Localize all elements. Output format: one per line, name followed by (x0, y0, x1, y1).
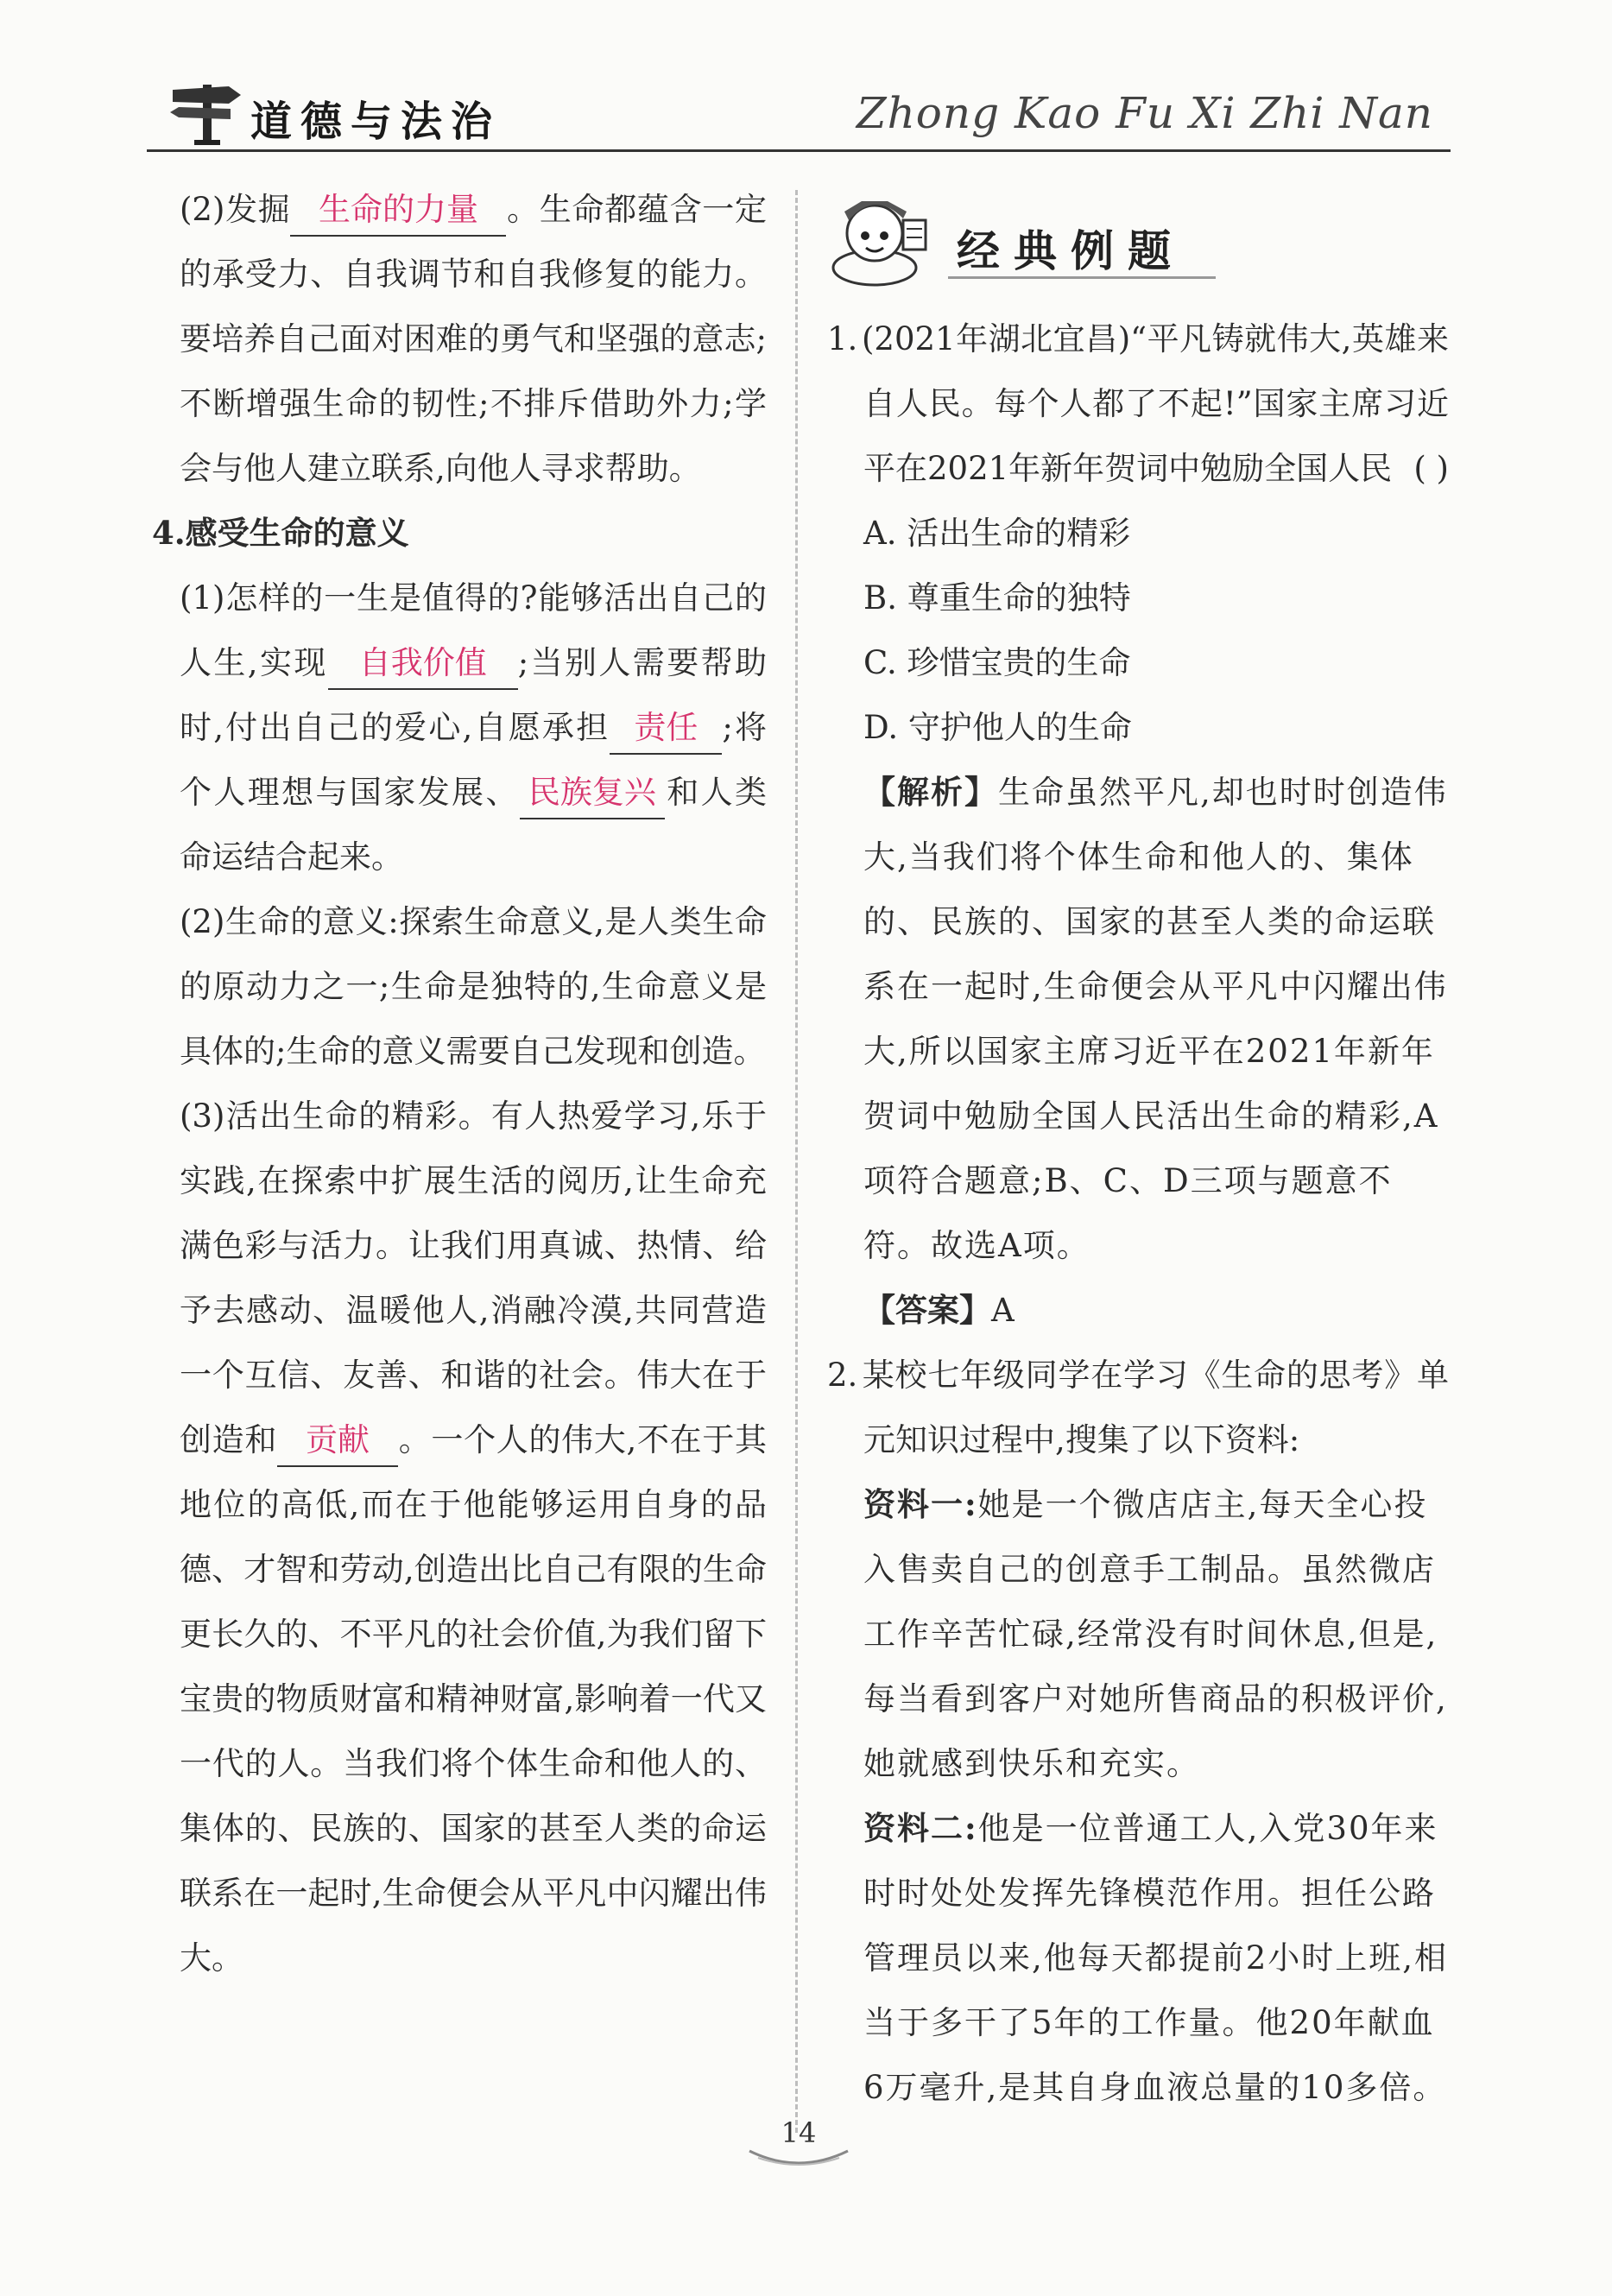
material-tag: 资料一: (863, 1485, 978, 1523)
paragraph-worthy-life (180, 566, 767, 889)
signpost-icon (168, 78, 246, 147)
answer-blank: 责任 (610, 703, 722, 755)
book-pinyin: Zhong Kao Fu Xi Zhi Nan (856, 88, 1433, 138)
material-2 (827, 1796, 1449, 2120)
page-footer (743, 2111, 855, 2172)
question-number: 1. (827, 320, 858, 357)
answer-blank: 自我价值 (328, 638, 518, 690)
analysis-tag: 【解析】 (863, 773, 998, 811)
material-text: 他是一位普通工人,入党30年来时时处处发挥先锋模范作用。担任公路管理员以来,他每天都提前2小时上班,相当于多干了5年的工作量。他20年献血6万毫升,是其自身血液总量的10多倍。 (863, 1810, 1449, 2106)
option-b: B. 尊重生命的独特 (863, 579, 1131, 617)
title-underline (948, 276, 1216, 279)
material-text: 她是一个微店店主,每天全心投入售卖自己的创意手工制品。虽然微店工作辛苦忙碌,经常没有时间休息,但是,每当看到客户对她所售商品的积极评价,她就感到快乐和充实。 (863, 1486, 1448, 1782)
page-header (147, 69, 1451, 155)
analysis-text: 生命虽然平凡,却也时时创造伟大,当我们将个体生命和他人的、集体的、民族的、国家的甚至人类的命运联系在一起时,生命便会从平凡中闪耀出伟大,所以国家主席习近平在2021年新年贺词中勉励全国人民活出生命的精彩,A项符合题意;B、C、D三项与题意不符。故选A项。 (863, 774, 1448, 1264)
question-2-text: 某校七年级同学在学习《生命的思考》单元知识过程中,搜集了以下资料: (862, 1357, 1449, 1458)
answer-tag: 【答案】 (863, 1291, 991, 1329)
book-title: 道德与法治 (250, 98, 502, 146)
mascot-icon (827, 186, 931, 294)
page-number-swoosh (743, 2146, 855, 2170)
answer-blank: 民族复兴 (520, 768, 665, 819)
p4-text-b: 。一个人的伟大,不在于其地位的高低,而在于他能够运用自身的品德、才智和劳动,创造出比自己有限的生命更长久的、不平凡的社会价值,为我们留下宝贵的物质财富和精神财富,影响着一代又一代的人。当我们将个体生命和他人的、集体的、民族的、国家的甚至人类的命运联系在一起时,生命便会从平凡中闪耀出伟大。 (180, 1421, 767, 1977)
answer-parentheses: ( ) (1413, 450, 1449, 487)
classic-examples-banner (827, 177, 1449, 307)
answer-blank: 贡献 (277, 1415, 398, 1467)
left-column (152, 177, 768, 1990)
option-c: C. 珍惜宝贵的生命 (863, 644, 1131, 681)
p4-text-a: (3)活出生命的精彩。有人热爱学习,乐于实践,在探索中扩展生活的阅历,让生命充满色彩与活力。让我们用真诚、热情、给予去感动、温暖他人,消融冷漠,共同营造一个互信、友善、和谐的社会。伟大在于创造和 (180, 1097, 767, 1458)
question-1-text: (2021年湖北宜昌)“平凡铸就伟大,英雄来自人民。每个人都了不起!”国家主席习近平在2021年新年贺词中勉励全国人民 (862, 320, 1449, 487)
question-2 (827, 1343, 1449, 1472)
section-heading: 4.感受生命的意义 (152, 514, 409, 552)
analysis (827, 760, 1449, 1278)
material-1 (827, 1472, 1449, 1796)
column-divider (795, 190, 798, 2133)
section-title: 经典例题 (957, 225, 1185, 276)
p1-text: 。生命都蕴含一定的承受力、自我调节和自我修复的能力。要培养自己面对困难的勇气和坚强的意志;不断增强生命的韧性;不排斥借助外力;学会与他人建立联系,向他人寻求帮助。 (180, 191, 767, 487)
paragraph-meaning: (2)生命的意义:探索生命意义,是人类生命的原动力之一;生命是独特的,生命意义是具体的;生命的意义需要自己发现和创造。 (180, 903, 767, 1070)
header-rule (147, 149, 1451, 152)
p1-prefix: (2)发掘 (180, 191, 291, 228)
p2-text-a: (1)怎样的一生是值得的?能够活出自己的人生,实现 (180, 579, 767, 681)
p2-text-c: ;将个人理想与国家发展、 (180, 709, 767, 811)
question-1 (827, 307, 1449, 501)
material-tag: 资料二: (863, 1809, 978, 1847)
answer-blank: 生命的力量 (290, 185, 506, 237)
question-number: 2. (827, 1357, 858, 1394)
right-column (827, 177, 1449, 2120)
paragraph-live-wonderful (180, 1084, 767, 1990)
p2-text-b: ;当别人需要帮助时,付出自己的爱心,自愿承担 (180, 644, 767, 746)
option-a: A. 活出生命的精彩 (863, 515, 1131, 552)
paragraph-explore-strength (180, 177, 767, 501)
answer-text: A (991, 1292, 1015, 1329)
page-number: 14 (781, 2116, 817, 2149)
option-d: D. 守护他人的生命 (863, 709, 1132, 746)
p2-text-d: 和人类命运结合起来。 (180, 774, 768, 876)
answer (827, 1278, 1449, 1343)
